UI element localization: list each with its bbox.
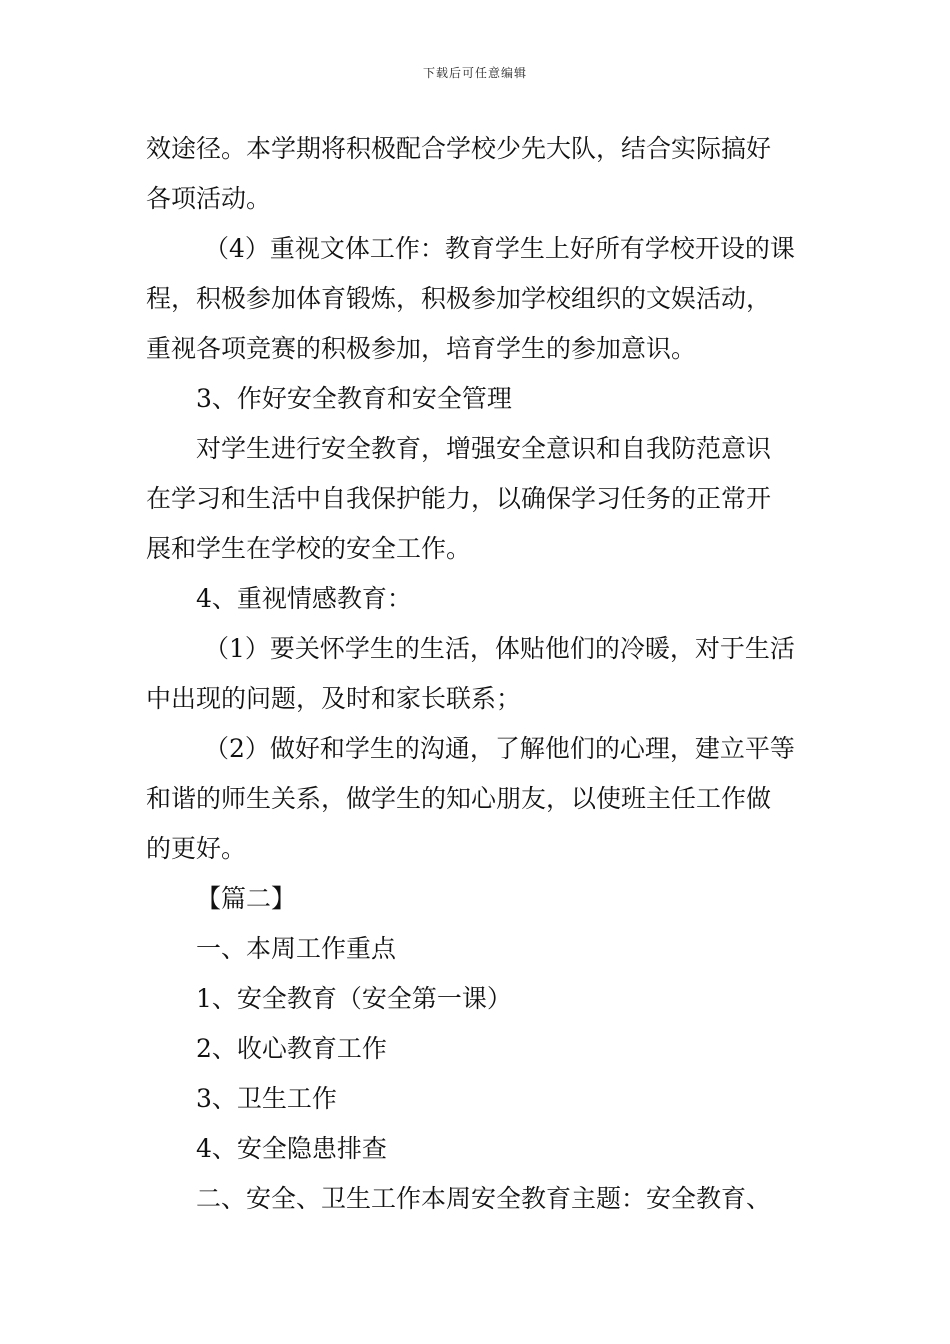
text-line: 和谐的师生关系，做学生的知心朋友，以使班主任工作做 — [146, 784, 772, 813]
section-heading: 3、作好安全教育和安全管理 — [196, 384, 512, 413]
text-line: 重视各项竞赛的积极参加，培育学生的参加意识。 — [146, 334, 697, 363]
text-line: （4）重视文体工作：教育学生上好所有学校开设的课 — [204, 234, 795, 263]
text-line: 中出现的问题，及时和家长联系； — [146, 684, 522, 713]
page-header-note: 下载后可任意编辑 — [422, 66, 527, 80]
text-line: 展和学生在学校的安全工作。 — [146, 534, 472, 563]
text-line: 在学习和生活中自我保护能力，以确保学习任务的正常开 — [146, 484, 772, 513]
list-item: 2、收心教育工作 — [196, 1034, 387, 1063]
text-line: 效途径。本学期将积极配合学校少先大队，结合实际搞好 — [146, 134, 772, 163]
text-line: 各项活动。 — [146, 184, 272, 213]
section-heading: 二、安全、卫生工作本周安全教育主题：安全教育、 — [196, 1184, 772, 1213]
part-title: 【篇二】 — [196, 884, 297, 913]
section-heading: 一、本周工作重点 — [196, 934, 397, 963]
list-item: 1、安全教育（安全第一课） — [196, 984, 512, 1013]
text-line: （1）要关怀学生的生活，体贴他们的冷暖，对于生活 — [204, 634, 795, 663]
text-line: 程，积极参加体育锻炼，积极参加学校组织的文娱活动， — [146, 284, 772, 313]
list-item: 3、卫生工作 — [196, 1084, 337, 1113]
list-item: 4、安全隐患排查 — [196, 1134, 387, 1163]
document-body — [146, 124, 808, 1224]
text-line: （2）做好和学生的沟通，了解他们的心理，建立平等 — [204, 734, 795, 763]
section-heading: 4、重视情感教育： — [196, 584, 412, 613]
text-line: 对学生进行安全教育，增强安全意识和自我防范意识 — [196, 434, 772, 463]
text-line: 的更好。 — [146, 834, 247, 863]
